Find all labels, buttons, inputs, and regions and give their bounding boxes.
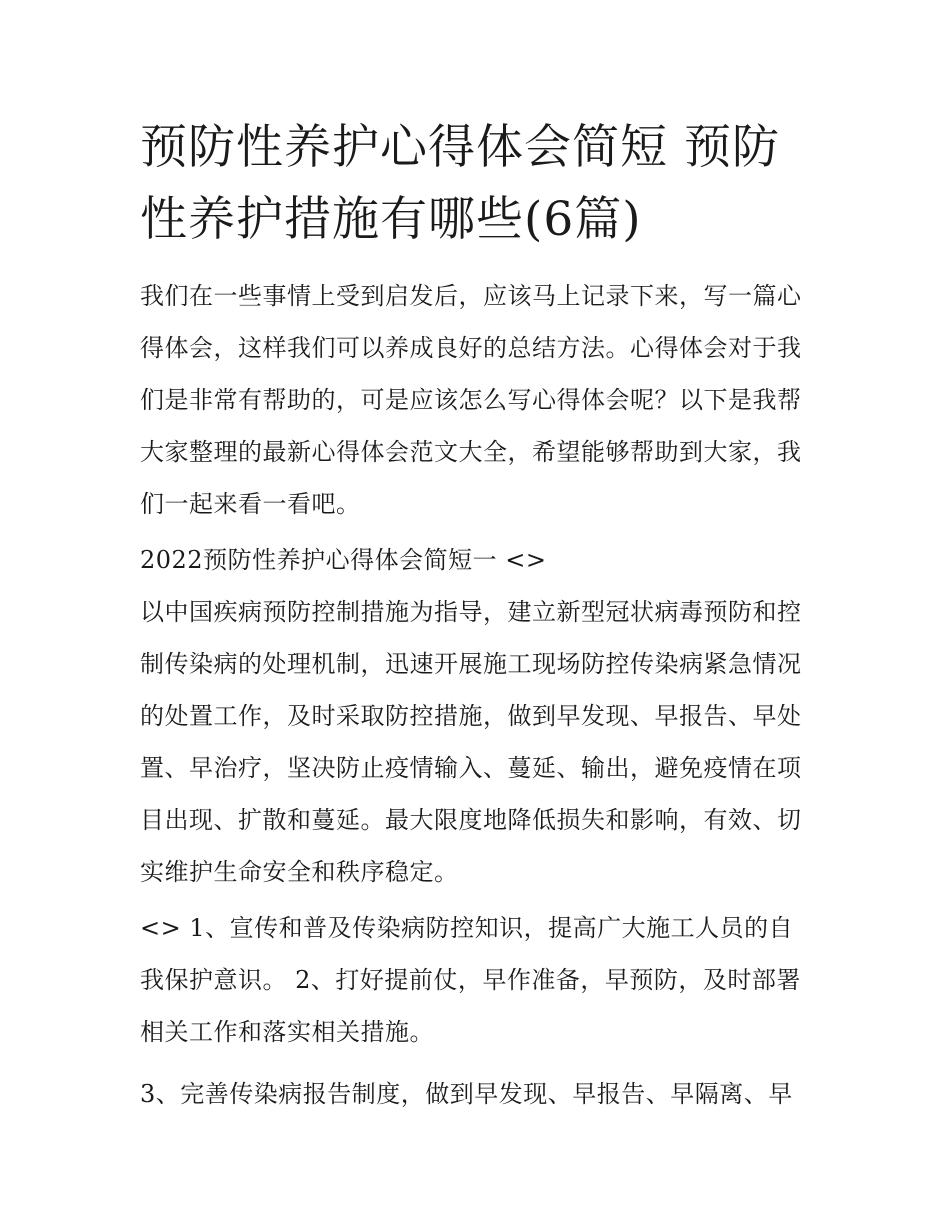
- document-title: 预防性养护心得体会简短 预防性养护措施有哪些(6篇): [140, 120, 780, 247]
- body-paragraph-1: 以中国疾病预防控制措施为指导，建立新型冠状病毒预防和控制传染病的处理机制，迅速开展施工现场防控传染病紧急情况的处置工作，及时采取防控措施，做到早发现、早报告、早处置、早治疗，坚决防止疫情输入、蔓延、输出，避免疫情在项目出现、扩散和蔓延。最大限度地降低损失和影响，有效、切实维护生命安全和秩序稳定。: [140, 598, 802, 886]
- document-body: [140, 112, 815, 1124]
- section-heading: 2022预防性养护心得体会简短一 <>: [140, 546, 547, 574]
- intro-paragraph: 我们在一些事情上受到启发后，应该马上记录下来，写一篇心得体会，这样我们可以养成良好的总结方法。心得体会对于我们是非常有帮助的，可是应该怎么写心得体会呢？以下是我帮大家整理的最新心得体会范文大全，希望能够帮助到大家，我们一起来看一看吧。: [140, 282, 802, 518]
- body-paragraph-2: <> 1、宣传和普及传染病防控知识，提高广大施工人员的自我保护意识。 2、打好提前仗，早作准备，早预防，及时部署相关工作和落实相关措施。: [140, 914, 801, 1046]
- body-paragraph-3: 3、完善传染病报告制度，做到早发现、早报告、早隔离、早: [140, 1080, 793, 1108]
